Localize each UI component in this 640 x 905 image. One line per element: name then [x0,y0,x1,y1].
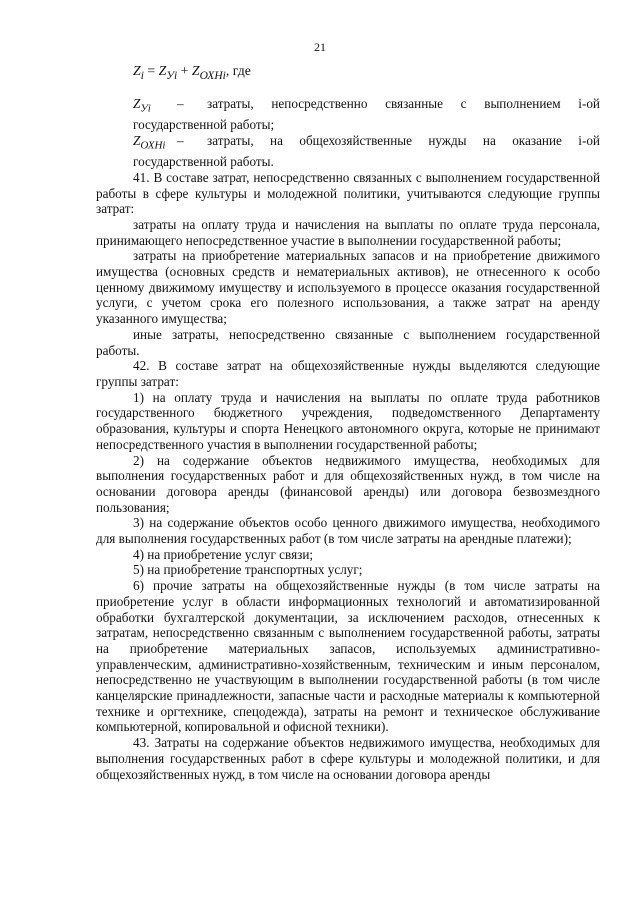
paragraph-41: 41. В составе затрат, непосредственно связанных с выполнением государственной работы в сфере культуры и молодежной политики, учитываются следующие группы затрат: [96,169,600,217]
definition-text: затраты, на общехозяйственные нужды на оказание i-ой государственной работы. [133,132,600,170]
paragraph-42-item-4: 4) на приобретение услуг связи; [133,546,314,562]
definition-zy: $Z_{Уi}$ – затраты, непосредственно связанные с выполнением i-ой государственной работы; [133,95,600,133]
paragraph-42: 42. В составе затрат на общехозяйственные нужды выделяются следующие группы затрат: [96,358,600,389]
definition-variable: $Z_{Уi}$ [133,95,151,115]
formula-term-1-sub: Уi [166,69,178,82]
formula-term-1: Z [158,63,167,78]
page-body [96,63,600,782]
formula-lhs: Z [133,63,141,78]
paragraph-43: 43. Затраты на содержание объектов недвижимого имущества, необходимых для выполнения государственных работ в сфере культуры и молодежной политики, и для общехозяйственных нужд, в том числе на основании договора аренды [96,735,600,782]
definition-zohn: $Z_{ОХНi}$ – затраты, на общехозяйственные нужды на оказание i-ой государственной работы. [133,132,600,170]
formula-lhs-sub: i [140,69,144,82]
paragraph-41-item-2: затраты на приобретение материальных запасов и на приобретение движимого имущества (основных средств и нематериальных активов), не отнесенного к особо ценному движимому имуществу и используемого в процессе оказания государственной услуги, с учетом срока его полезного использования, а также затрат на аренду указанного имущества; [96,248,600,327]
paragraph-42-item-3: 3) на содержание объектов особо ценного движимого имущества, необходимого для выполнения государственных работ (в том числе затраты на арендные платежи); [96,515,600,547]
paragraph-42-item-2: 2) на содержание объектов недвижимого имущества, необходимых для выполнения государственных работ и для общехозяйственных нужд, в том числе на основании договора аренды (финансовой аренды) или договора безвозмездного пользования; [96,452,600,515]
formula-term-2-sub: ОХНi [199,69,226,82]
formula-tail: , где [225,63,251,78]
definition-variable: $Z_{ОХНi}$ [133,132,166,152]
paragraph-41-item-1: затраты на оплату труда и начисления на выплаты по оплате труда персонала, принимающего непосредственное участие в выполнении государственной работы; [96,216,600,248]
formula-term-2: Z [191,63,200,78]
paragraph-42-item-5: 5) на приобретение транспортных услуг; [133,562,363,578]
paragraph-42-item-6: 6) прочие затраты на общехозяйственные нужды (в том числе затраты на приобретение услуг в области информационных технологий и автоматизированной обработки бухгалтерской документации, за исключением расходов, отнесенных к затратам, непосредственно связанным с выполнением государственной работы, затраты на приобретение материальных запасов, используемых административно-управленческим, административно-хозяйственным, техническим и иным персоналом, непосредственно не участвующим в выполнении государственной работы (в том числе канцелярские принадлежности, запасные части и расходные материалы к компьютерной технике и оргтехнике, спецодежда), затраты на ремонт и техническое обслуживание компьютерной, копировальной и офисной техники). [96,578,600,735]
paragraph-42-item-1: 1) на оплату труда и начисления на выплаты по оплате труда работников государственного бюджетного учреждения, подведомственного Департаменту образования, культуры и спорта Ненецкого автономного округа, которые не принимают непосредственного участия в выполнении государственной работы; [96,389,600,452]
definition-text: затраты, непосредственно связанные с выполнением i-ой государственной работы; [133,95,600,133]
paragraph-41-item-3: иные затраты, непосредственно связанные с выполнением государственной работы. [96,326,600,358]
formula: $Z_i = Z_{Уi} + Z_{ОХНi}$, где [133,63,251,82]
page-number: 21 [314,40,326,54]
